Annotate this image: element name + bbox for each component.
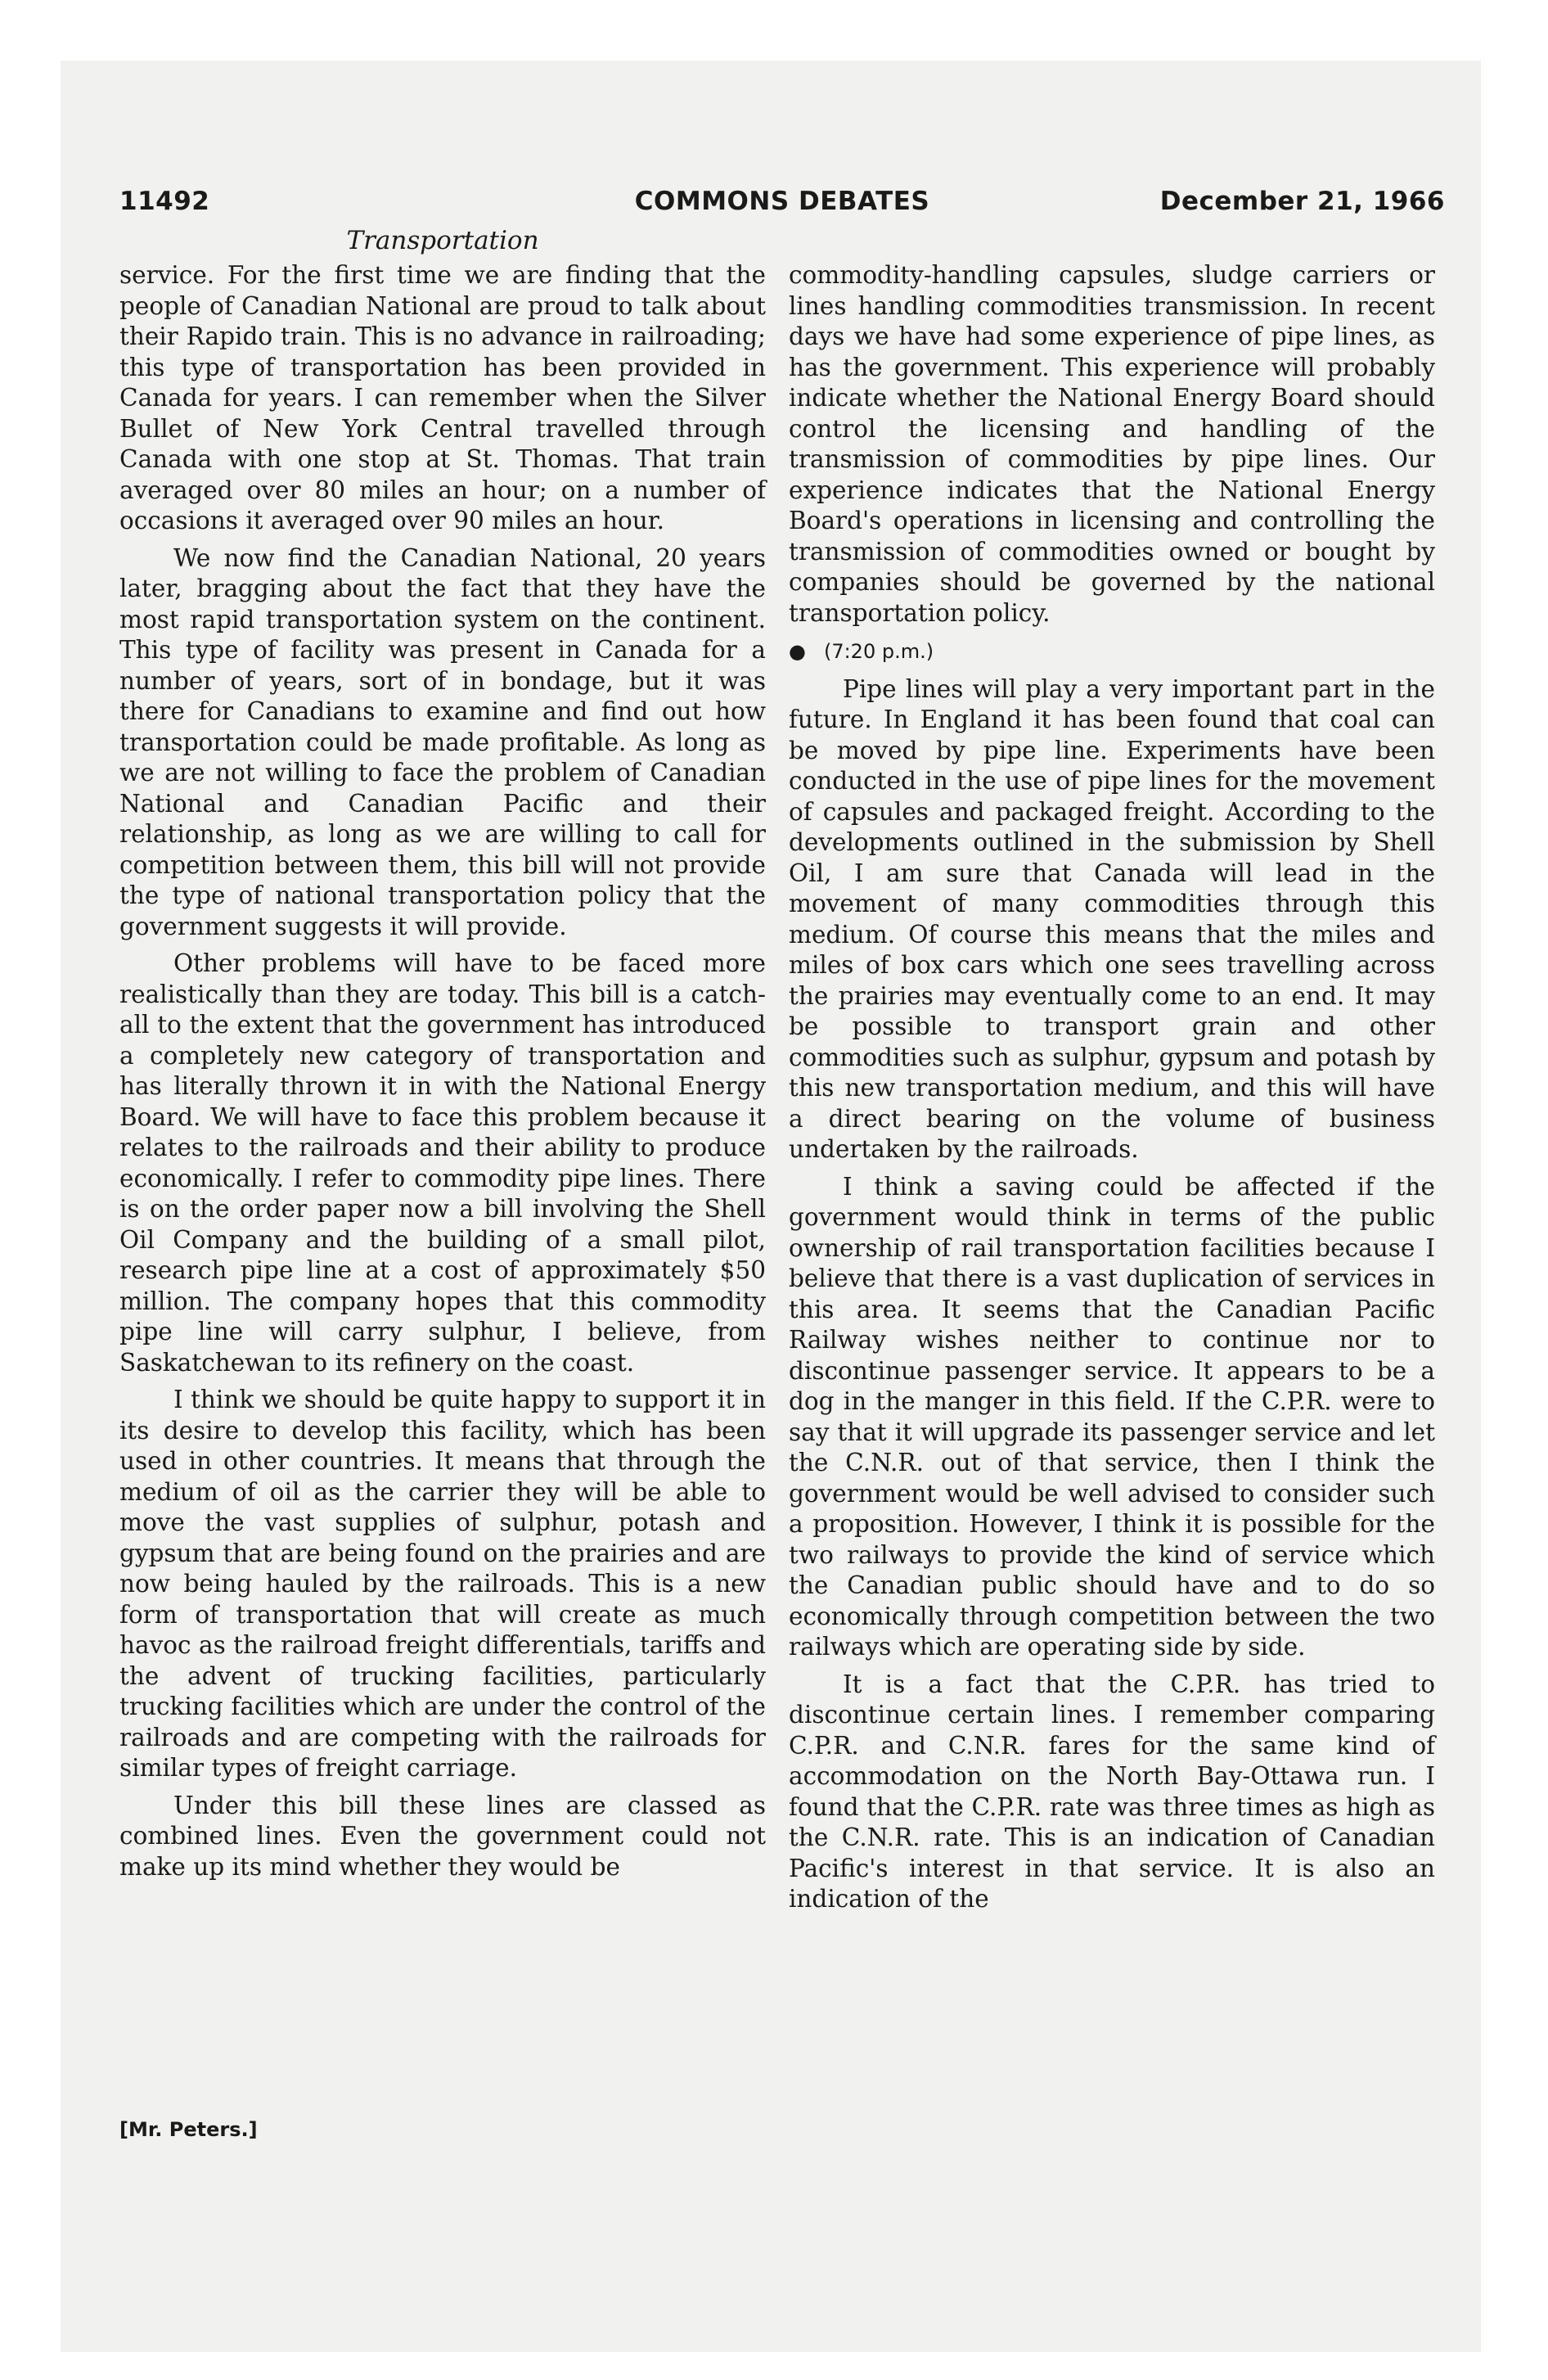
page-number: 11492 xyxy=(119,187,210,216)
paragraph: It is a fact that the C.P.R. has tried to discontinue certain lines. I remember comparing C.P.R. and C.N.R. fares for the same kind of accommodation on the North Bay-Ottawa run. I found that the C.P.R. rate was three times as high as the C.N.R. rate. This is an indication of Canadian Pacific's interest in that service. It is also an indication of the xyxy=(789,1670,1435,1913)
paragraph: I think we should be quite happy to support it in its desire to develop this facility, which has been used in other countries. It means that through the medium of oil as the carrier they will be able to move the vast supplies of sulphur, potash and gypsum that are being found on the prairies and are now being hauled by the railroads. This is a new form of transportation that will create as much havoc as the railroad freight differentials, tariffs and the advent of trucking facilities, particularly trucking facilities which are under the control of the railroads and are competing with the railroads for similar types of freight carriage. xyxy=(119,1386,766,1782)
publication-title: COMMONS DEBATES xyxy=(634,187,930,216)
page-date: December 21, 1966 xyxy=(1159,187,1445,216)
left-column xyxy=(119,260,766,1882)
time-marker-text: (7:20 p.m.) xyxy=(823,640,934,663)
speaker-footer: [Mr. Peters.] xyxy=(119,2118,258,2141)
paragraph: Under this bill these lines are classed as combined lines. Even the government could not make up its mind whether they would be xyxy=(119,1791,766,1881)
bullet-icon: ● xyxy=(789,640,806,663)
paragraph: I think a saving could be affected if the government would think in terms of the public ownership of rail transportation facilities because I believe that there is a vast duplication of services in this area. It seems that the Canadian Pacific Railway wishes neither to continue nor to discontinue passenger service. It appears to be a dog in the manger in this field. If the C.P.R. were to say that it will upgrade its passenger service and let the C.N.R. out of that service, then I think the government would be well advised to consider such a proposition. However, I think it is possible for the two railways to provide the kind of service which the Canadian public should have and to do so economically through competition between the two railways which are operating side by side. xyxy=(789,1172,1435,1661)
paragraph: Other problems will have to be faced more realistically than they are today. This bill is a catch-all to the extent that the government has introduced a completely new category of transportation and has literally thrown it in with the National Energy Board. We will have to face this problem because it relates to the railroads and their ability to produce economically. I refer to commodity pipe lines. There is on the order paper now a bill involving the Shell Oil Company and the building of a small pilot, research pipe line at a cost of approximately $50 million. The company hopes that this commodity pipe line will carry sulphur, I believe, from Saskatchewan to its refinery on the coast. xyxy=(119,949,766,1377)
paragraph: commodity-handling capsules, sludge carriers or lines handling commodities transmission. In recent days we have had some experience of pipe lines, as has the government. This experience will probably indicate whether the National Energy Board should control the licensing and handling of the transmission of commodities by pipe lines. Our experience indicates that the National Energy Board's operations in licensing and controlling the transmission of commodities owned or bought by companies should be governed by the national transportation policy. xyxy=(789,261,1435,627)
section-subheading: Transportation xyxy=(346,226,539,255)
paragraph: service. For the first time we are finding that the people of Canadian National are proud to talk about their Rapido train. This is no advance in railroading; this type of transportation has been provided in Canada for years. I can remember when the Silver Bullet of New York Central travelled through Canada with one stop at St. Thomas. That train averaged over 80 miles an hour; on a number of occasions it averaged over 90 miles an hour. xyxy=(119,261,766,534)
right-column xyxy=(789,260,1435,1915)
paragraph: Pipe lines will play a very important part in the future. In England it has been found that coal can be moved by pipe line. Experiments have been conducted in the use of pipe lines for the movement of capsules and packaged freight. According to the developments outlined in the submission by Shell Oil, I am sure that Canada will lead in the movement of many commodities through this medium. Of course this means that the miles and miles of box cars which one sees travelling across the prairies may eventually come to an end. It may be possible to transport grain and other commodities such as sulphur, gypsum and potash by this new transportation medium, and this will have a direct bearing on the volume of business undertaken by the railroads. xyxy=(789,674,1435,1163)
paragraph: We now find the Canadian National, 20 years later, bragging about the fact that they have the most rapid transportation system on the continent. This type of facility was present in Canada for a number of years, sort of in bondage, but it was there for Canadians to examine and find out how transportation could be made profitable. As long as we are not willing to face the problem of Canadian National and Canadian Pacific and their relationship, as long as we are willing to call for competition between them, this bill will not provide the type of national transportation policy that the government suggests it will provide. xyxy=(119,543,766,940)
time-marker xyxy=(789,637,1435,668)
